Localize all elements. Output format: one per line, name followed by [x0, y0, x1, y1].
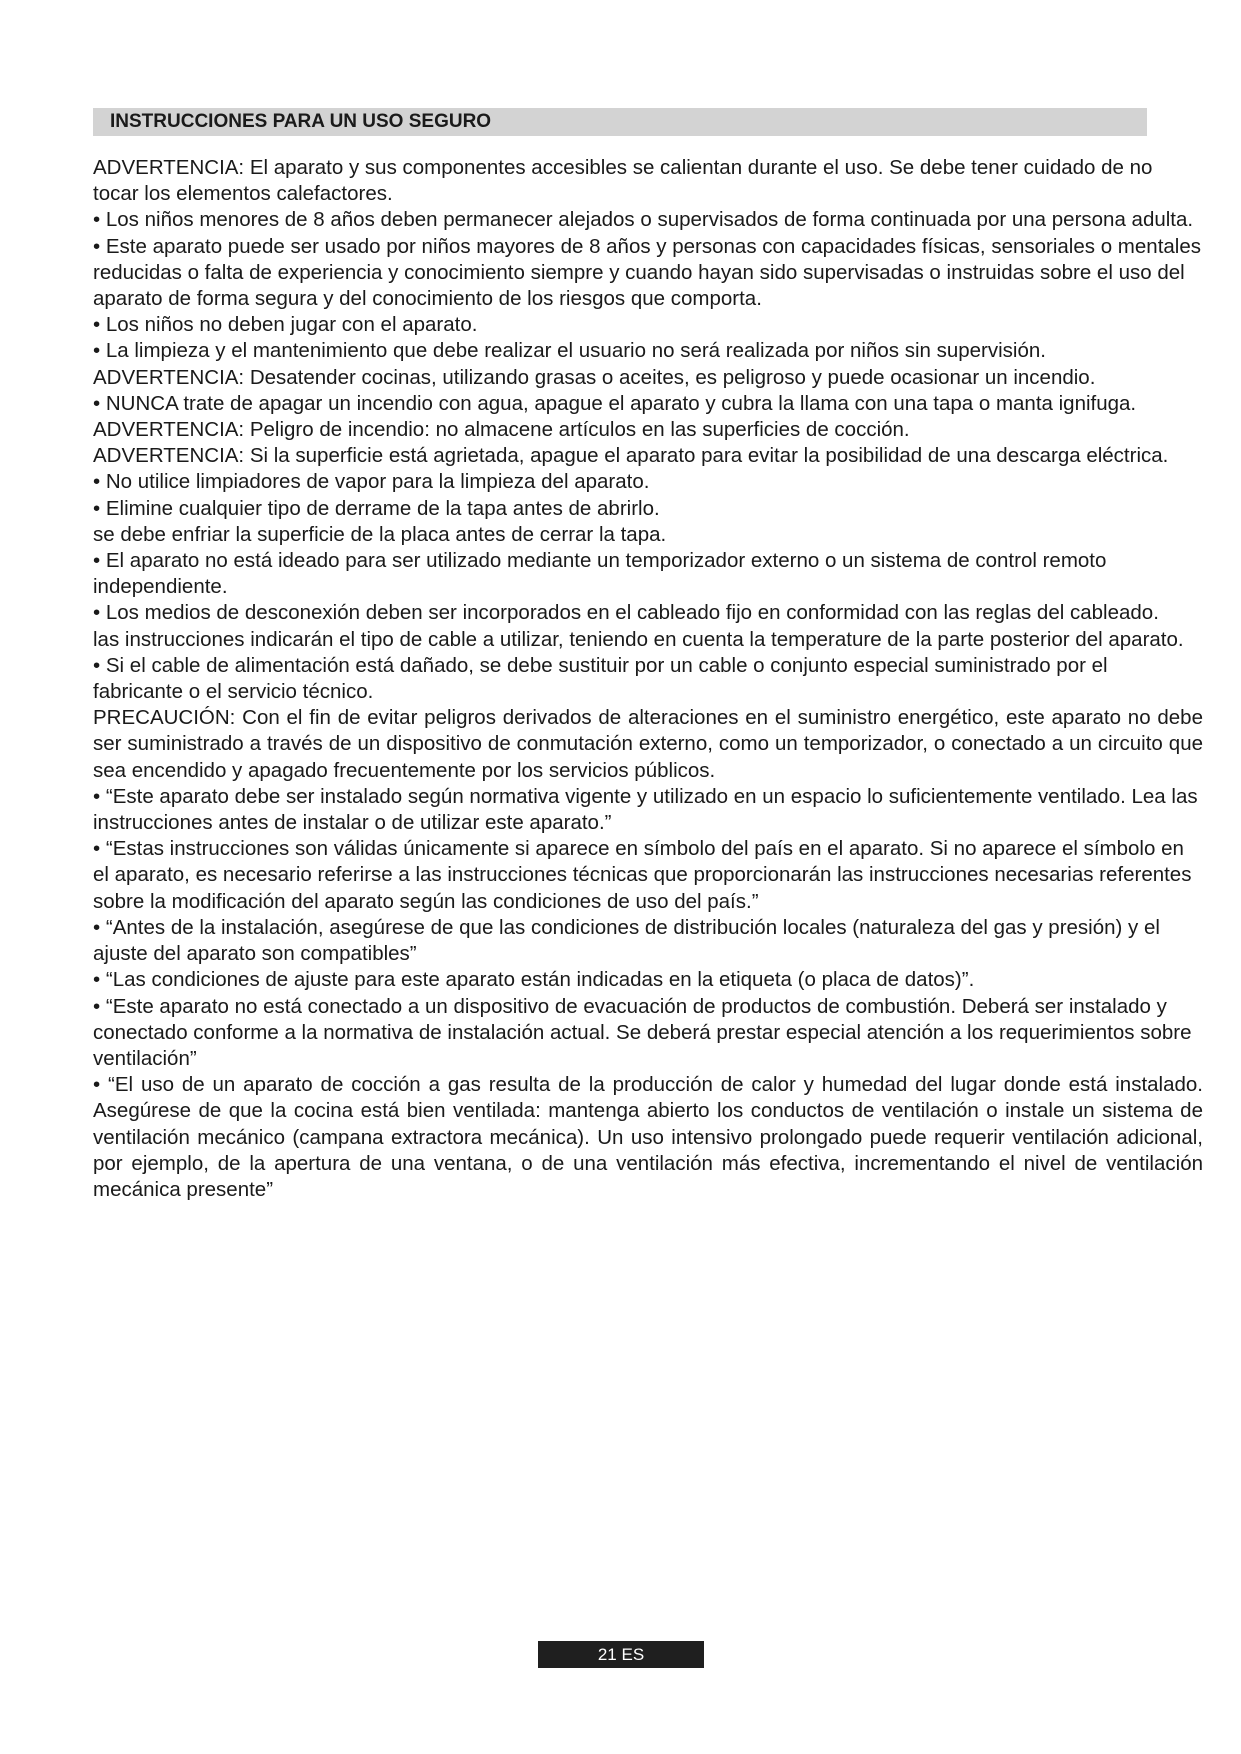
cleaning-supervision: • La limpieza y el mantenimiento que debe realizar el usuario no será realizada por niños sin supervisión.: [93, 339, 1046, 363]
children-no-play: • Los niños no deben jugar con el aparato.: [93, 313, 478, 337]
gas-compatibility: • “Antes de la instalación, asegúrese de que las condiciones de distribución locales (naturaleza del gas y presión) y el ajuste del aparato son compatibles”: [93, 915, 1160, 966]
no-steam-cleaners: • No utilice limpiadores de vapor para la limpieza del aparato.: [93, 470, 650, 494]
never-water-fire: • NUNCA trate de apagar un incendio con agua, apague el aparato y cubra la llama con una tapa o manta ignifuga.: [93, 391, 1137, 415]
warning-unattended-cooking: ADVERTENCIA: Desatender cocinas, utilizando grasas o aceites, es peligroso y puede ocasionar un incendio.: [93, 365, 1096, 389]
country-symbol: • “Estas instrucciones son válidas únicamente si aparece en símbolo del país en el aparato. Si no aparece el símbolo en el aparato, es necesario referirse a las instrucciones técnicas que proporcionarán las instrucciones necesarias referentes sobre la modificación del aparato según las condiciones de uso del país.”: [93, 837, 1192, 913]
warning-fire-storage: ADVERTENCIA: Peligro de incendio: no almacene artículos en las superficies de cocción.: [93, 418, 910, 442]
adjustment-label: • “Las condiciones de ajuste para este aparato están indicadas en la etiqueta (o placa de datos)”.: [93, 968, 975, 992]
warning-hot-surfaces: ADVERTENCIA: El aparato y sus componentes accesibles se calientan durante el uso. Se debe tener cuidado de no tocar los elementos calefactores.: [93, 156, 1153, 206]
damaged-cable: • Si el cable de alimentación está dañado, se debe sustituir por un cable o conjunto especial suministrado por el fabricante o el servicio técnico.: [93, 653, 1108, 704]
remove-spills: • Elimine cualquier tipo de derrame de la tapa antes de abrirlo.: [93, 496, 660, 520]
warning-cracked-surface: ADVERTENCIA: Si la superficie está agrietada, apague el aparato para evitar la posibilidad de una descarga eléctrica.: [93, 444, 1169, 468]
children-under-8: • Los niños menores de 8 años deben permanecer alejados o supervisados de forma continuada por una persona adulta.: [93, 208, 1194, 232]
cool-before-closing: se debe enfriar la superficie de la placa antes de cerrar la tapa.: [93, 522, 667, 546]
page-number-badge: 21 ES: [538, 1641, 704, 1668]
combustion-evacuation: • “Este aparato no está conectado a un dispositivo de evacuación de productos de combustión. Deberá ser instalado y conectado conforme a la normativa de instalación actual. Se deberá prestar especial atención a los requerimientos sobre ventilación”: [93, 994, 1192, 1070]
cable-type: las instrucciones indicarán el tipo de cable a utilizar, teniendo en cuenta la temperature de la parte posterior del aparato.: [93, 627, 1184, 651]
caution-power-supply: PRECAUCIÓN: Con el fin de evitar peligros derivados de alteraciones en el suministro energético, este aparato no debe ser suministrado a través de un dispositivo de conmutación externo, como un temporizador, o conectado a un circuito que sea encendido y apagado frecuentemente por los servicios públicos.: [93, 706, 1203, 782]
installation-ventilation: • “Este aparato debe ser instalado según normativa vigente y utilizado en un espacio lo suficientemente ventilado. Lea las instrucciones antes de instalar o de utilizar este aparato.”: [93, 784, 1198, 835]
disconnection-means: • Los medios de desconexión deben ser incorporados en el cableado fijo en conformidad con las reglas del cableado.: [93, 601, 1159, 625]
no-external-timer: • El aparato no está ideado para ser utilizado mediante un temporizador externo o un sistema de control remoto independiente.: [93, 549, 1107, 599]
section-title: INSTRUCCIONES PARA UN USO SEGURO: [93, 108, 1147, 136]
gas-cooking-ventilation: • “El uso de un aparato de cocción a gas resulta de la producción de calor y humedad del lugar donde está instalado. Asegúrese de que la cocina está bien ventilada: mantenga abierto los conductos de ventilación o instale un sistema de ventilación mecánico (campana extractora mecánica). Un uso intensivo prolongado puede requerir ventilación adicional, por ejemplo, de la apertura de una ventana, o de una ventilación más efectiva, incrementando el nivel de ventilación mecánica presente”: [93, 1073, 1203, 1201]
reduced-capabilities-usage: • Este aparato puede ser usado por niños mayores de 8 años y personas con capacidades físicas, sensoriales o mentales reducidas o falta de experiencia y conocimiento siempre y cuando hayan sido supervisadas o instruidas sobre el uso del aparato de forma segura y del conocimiento de los riesgos que comporta.: [93, 234, 1201, 311]
safety-instructions-body: [93, 155, 1203, 1203]
